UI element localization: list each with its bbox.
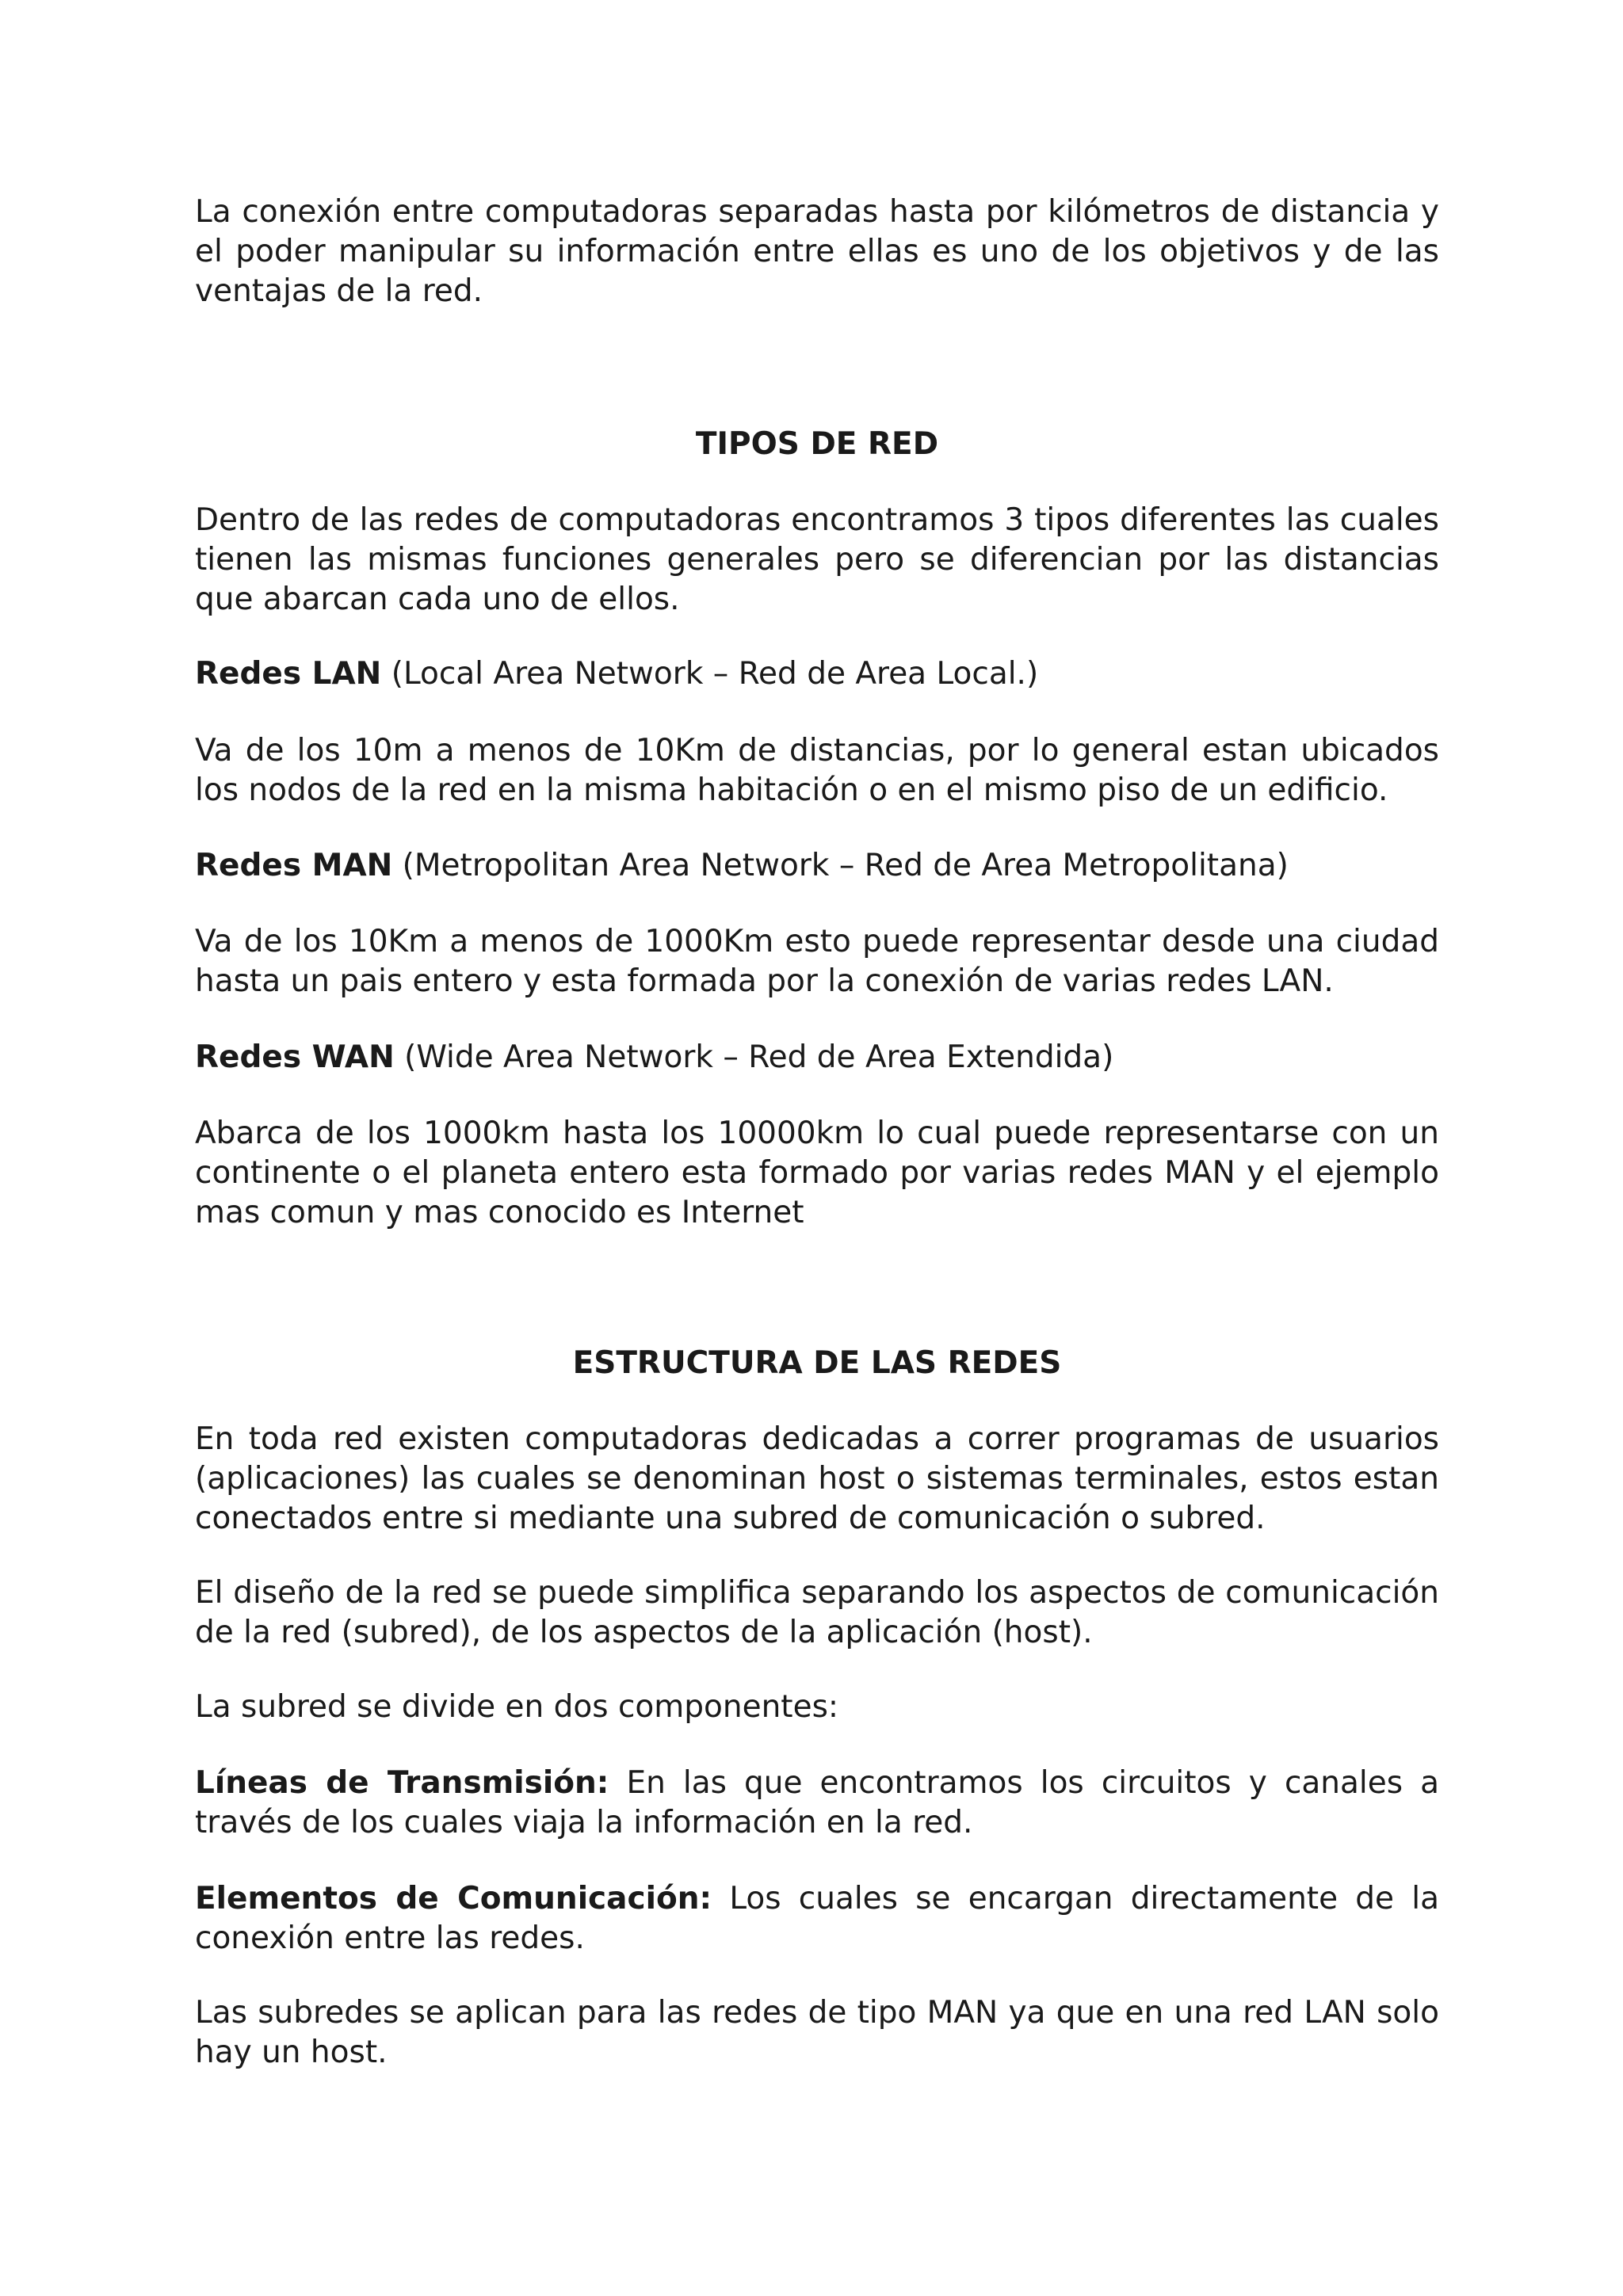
wan-description: Abarca de los 1000km hasta los 10000km lo cual puede representarse con un continente o el planeta entero esta formado por varias redes MAN y el ejemplo mas comun y mas conocido es Internet bbox=[195, 1116, 1439, 1230]
elementos-label: Elementos de Comunicación: bbox=[195, 1881, 712, 1917]
man-title bbox=[195, 846, 1439, 886]
wan-detail: (Wide Area Network – Red de Area Extendida) bbox=[394, 1039, 1114, 1075]
lan-label: Redes LAN bbox=[195, 656, 382, 692]
wan-label: Redes WAN bbox=[195, 1039, 395, 1075]
subred-division-paragraph: La subred se divide en dos componentes: bbox=[195, 1689, 839, 1725]
wan-title bbox=[195, 1038, 1439, 1077]
estructura-intro-paragraph: En toda red existen computadoras dedicadas a correr programas de usuarios (aplicaciones) las cuales se denominan host o sistemas terminales, estos estan conectados entre si mediante una subred de comunicación o subred. bbox=[195, 1421, 1439, 1536]
lineas-transmision-paragraph bbox=[195, 1764, 1439, 1843]
lan-description: Va de los 10m a menos de 10Km de distancias, por lo general estan ubicados los nodos de la red en la misma habitación o en el mismo piso de un edificio. bbox=[195, 733, 1439, 808]
intro-paragraph: La conexión entre computadoras separadas hasta por kilómetros de distancia y el poder manipular su información entre ellas es uno de los objetivos y de las ventajas de la red. bbox=[195, 194, 1439, 309]
man-description: Va de los 10Km a menos de 1000Km esto puede representar desde una ciudad hasta un pais entero y esta formada por la conexión de varias redes LAN. bbox=[195, 924, 1439, 999]
elementos-comunicacion-paragraph bbox=[195, 1879, 1439, 1958]
heading-tipos-de-red: TIPOS DE RED bbox=[695, 426, 939, 462]
lineas-label: Líneas de Transmisión: bbox=[195, 1765, 609, 1801]
heading-estructura: ESTRUCTURA DE LAS REDES bbox=[572, 1345, 1062, 1381]
man-label: Redes MAN bbox=[195, 848, 393, 883]
lan-detail: (Local Area Network – Red de Area Local.) bbox=[381, 656, 1039, 692]
diseno-paragraph: El diseño de la red se puede simplifica separando los aspectos de comunicación de la red (subred), de los aspectos de la aplicación (host). bbox=[195, 1575, 1439, 1650]
subredes-aplican-paragraph: Las subredes se aplican para las redes de tipo MAN ya que en una red LAN solo hay un host. bbox=[195, 1995, 1439, 2070]
elementos-text: Los cuales se encargan directamente de la conexión entre las redes. bbox=[195, 1881, 1439, 1956]
man-detail: (Metropolitan Area Network – Red de Area Metropolitana) bbox=[392, 848, 1289, 883]
lan-title bbox=[195, 654, 1439, 694]
lineas-text: En las que encontramos los circuitos y canales a través de los cuales viaja la información en la red. bbox=[195, 1765, 1440, 1840]
tipos-intro-paragraph: Dentro de las redes de computadoras encontramos 3 tipos diferentes las cuales tienen las mismas funciones generales pero se diferencian por las distancias que abarcan cada uno de ellos. bbox=[195, 502, 1439, 617]
